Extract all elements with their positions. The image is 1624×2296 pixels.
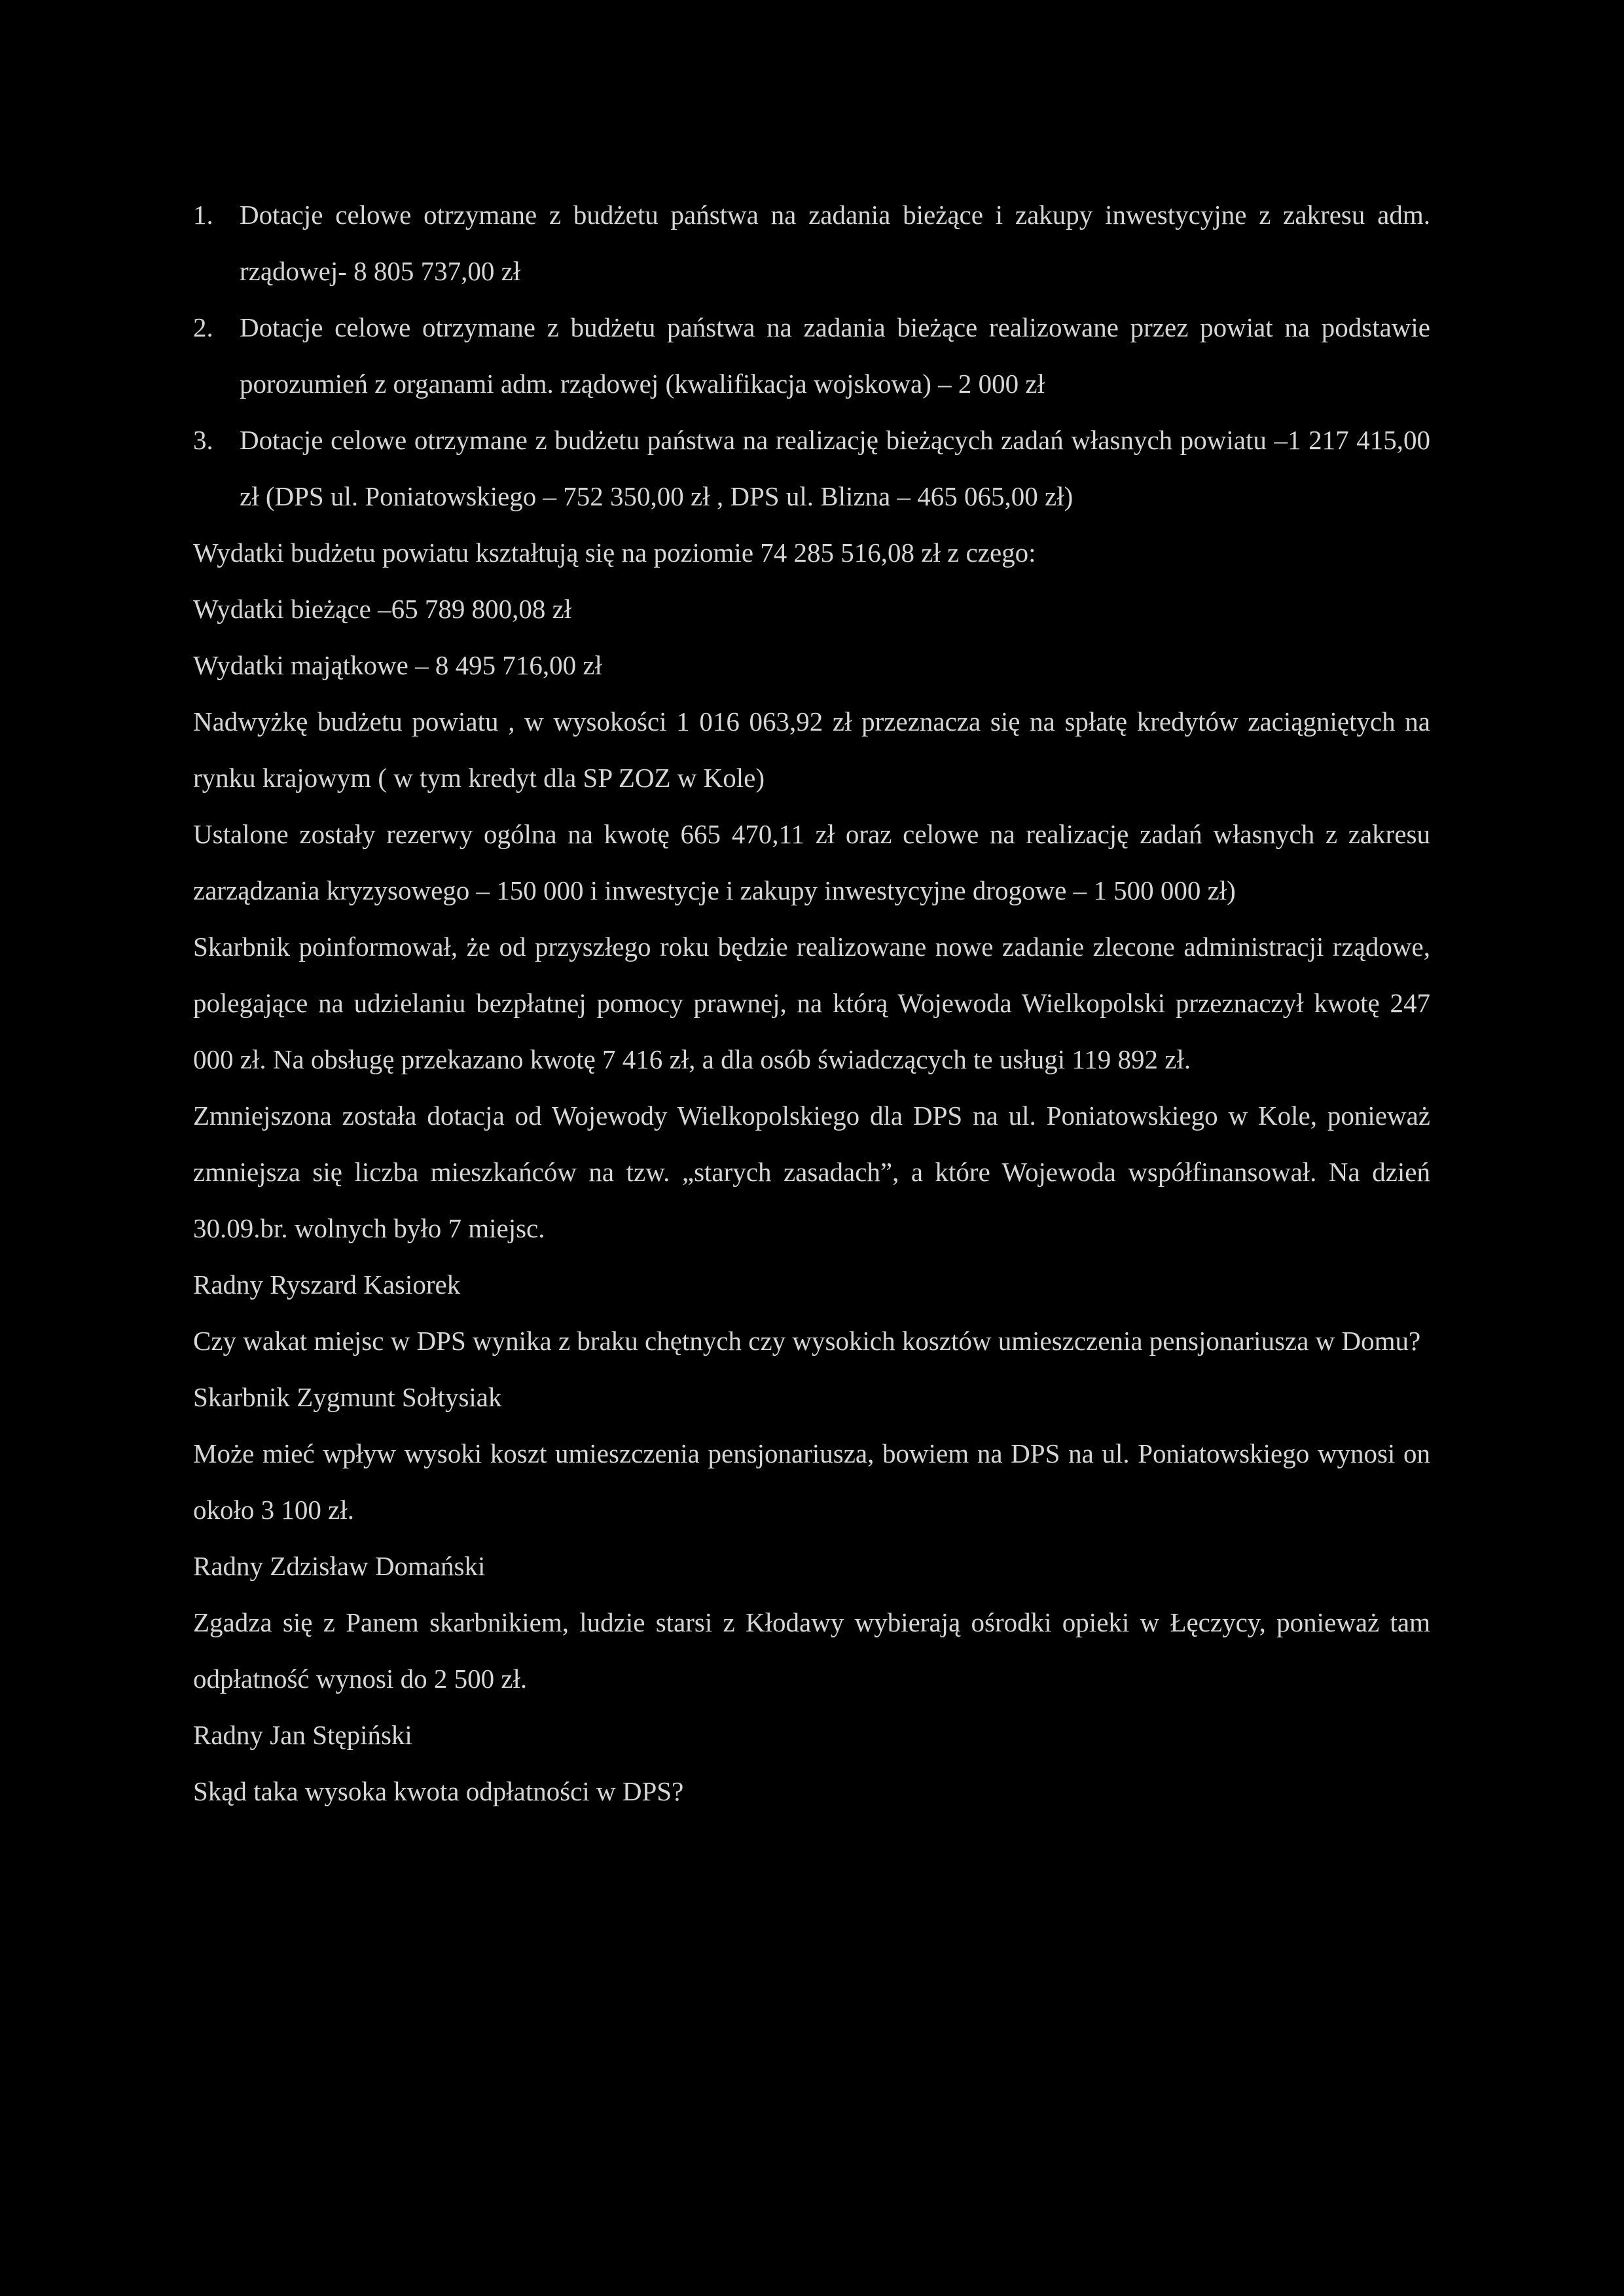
numbered-list bbox=[193, 187, 1430, 524]
paragraph-capital-expenditure: Wydatki majątkowe – 8 495 716,00 zł bbox=[193, 650, 602, 680]
paragraph-reserves: Ustalone zostały rezerwy ogólna na kwotę 665 470,11 zł oraz celowe na realizację zadań własnych z zakresu zarządzania kryzysowego – 150 000 i inwestycje i zakupy inwestycyjne drogowe – 1 500 000 zł) bbox=[193, 819, 1430, 905]
paragraph-legal-aid: Skarbnik poinformował, że od przyszłego roku będzie realizowane nowe zadanie zlecone administracji rządowe, polegające na udzielaniu bezpłatnej pomocy prawnej, na którą Wojewoda Wielkopolski przeznaczył kwotę 247 000 zł. Na obsługę przekazano kwotę 7 416 zł, a dla osób świadczących te usługi 119 892 zł. bbox=[193, 932, 1430, 1074]
speaker-name: Radny Zdzisław Domański bbox=[193, 1551, 486, 1581]
list-text: Dotacje celowe otrzymane z budżetu państwa na zadania bieżące i zakupy inwestycyjne z zakresu adm. rządowej- 8 805 737,00 zł bbox=[240, 200, 1430, 286]
list-item bbox=[193, 299, 1430, 412]
list-item bbox=[193, 412, 1430, 524]
paragraph-total-expenditure: Wydatki budżetu powiatu kształtują się na poziomie 74 285 516,08 zł z czego: bbox=[193, 538, 1036, 568]
speaker-name: Skarbnik Zygmunt Sołtysiak bbox=[193, 1382, 502, 1412]
list-number: 3. bbox=[193, 425, 213, 455]
speaker-name: Radny Ryszard Kasiorek bbox=[193, 1269, 461, 1300]
speaker-name: Radny Jan Stępiński bbox=[193, 1720, 412, 1750]
list-text: Dotacje celowe otrzymane z budżetu państwa na realizację bieżących zadań własnych powiatu –1 217 415,00 zł (DPS ul. Poniatowskiego – 752 350,00 zł , DPS ul. Blizna – 465 065,00 zł) bbox=[240, 425, 1430, 511]
paragraph-current-expenditure: Wydatki bieżące –65 789 800,08 zł bbox=[193, 594, 572, 624]
paragraph-dps-subsidy: Zmniejszona została dotacja od Wojewody Wielkopolskiego dla DPS na ul. Poniatowskiego w Kole, ponieważ zmniejsza się liczba mieszkańców na tzw. „starych zasadach”, a które Wojewoda współfinansował. Na dzień 30.09.br. wolnych było 7 miejsc. bbox=[193, 1101, 1430, 1243]
list-number: 2. bbox=[193, 312, 213, 342]
speaker-statement: Czy wakat miejsc w DPS wynika z braku chętnych czy wysokich kosztów umieszczenia pensjonariusza w Domu? bbox=[193, 1326, 1421, 1356]
speaker-statement: Skąd taka wysoka kwota odpłatności w DPS? bbox=[193, 1776, 684, 1806]
list-item bbox=[193, 187, 1430, 299]
list-text: Dotacje celowe otrzymane z budżetu państwa na zadania bieżące realizowane przez powiat na podstawie porozumień z organami adm. rządowej (kwalifikacja wojskowa) – 2 000 zł bbox=[240, 312, 1430, 399]
speaker-statement: Może mieć wpływ wysoki koszt umieszczenia pensjonariusza, bowiem na DPS na ul. Poniatowskiego wynosi on około 3 100 zł. bbox=[193, 1438, 1430, 1525]
speaker-statement: Zgadza się z Panem skarbnikiem, ludzie starsi z Kłodawy wybierają ośrodki opieki w Łęczycy, ponieważ tam odpłatność wynosi do 2 500 zł. bbox=[193, 1607, 1430, 1694]
paragraph-surplus: Nadwyżkę budżetu powiatu , w wysokości 1 016 063,92 zł przeznacza się na spłatę kredytów zaciągniętych na rynku krajowym ( w tym kredyt dla SP ZOZ w Kole) bbox=[193, 706, 1430, 793]
list-number: 1. bbox=[193, 200, 213, 230]
document-page bbox=[193, 187, 1430, 1819]
